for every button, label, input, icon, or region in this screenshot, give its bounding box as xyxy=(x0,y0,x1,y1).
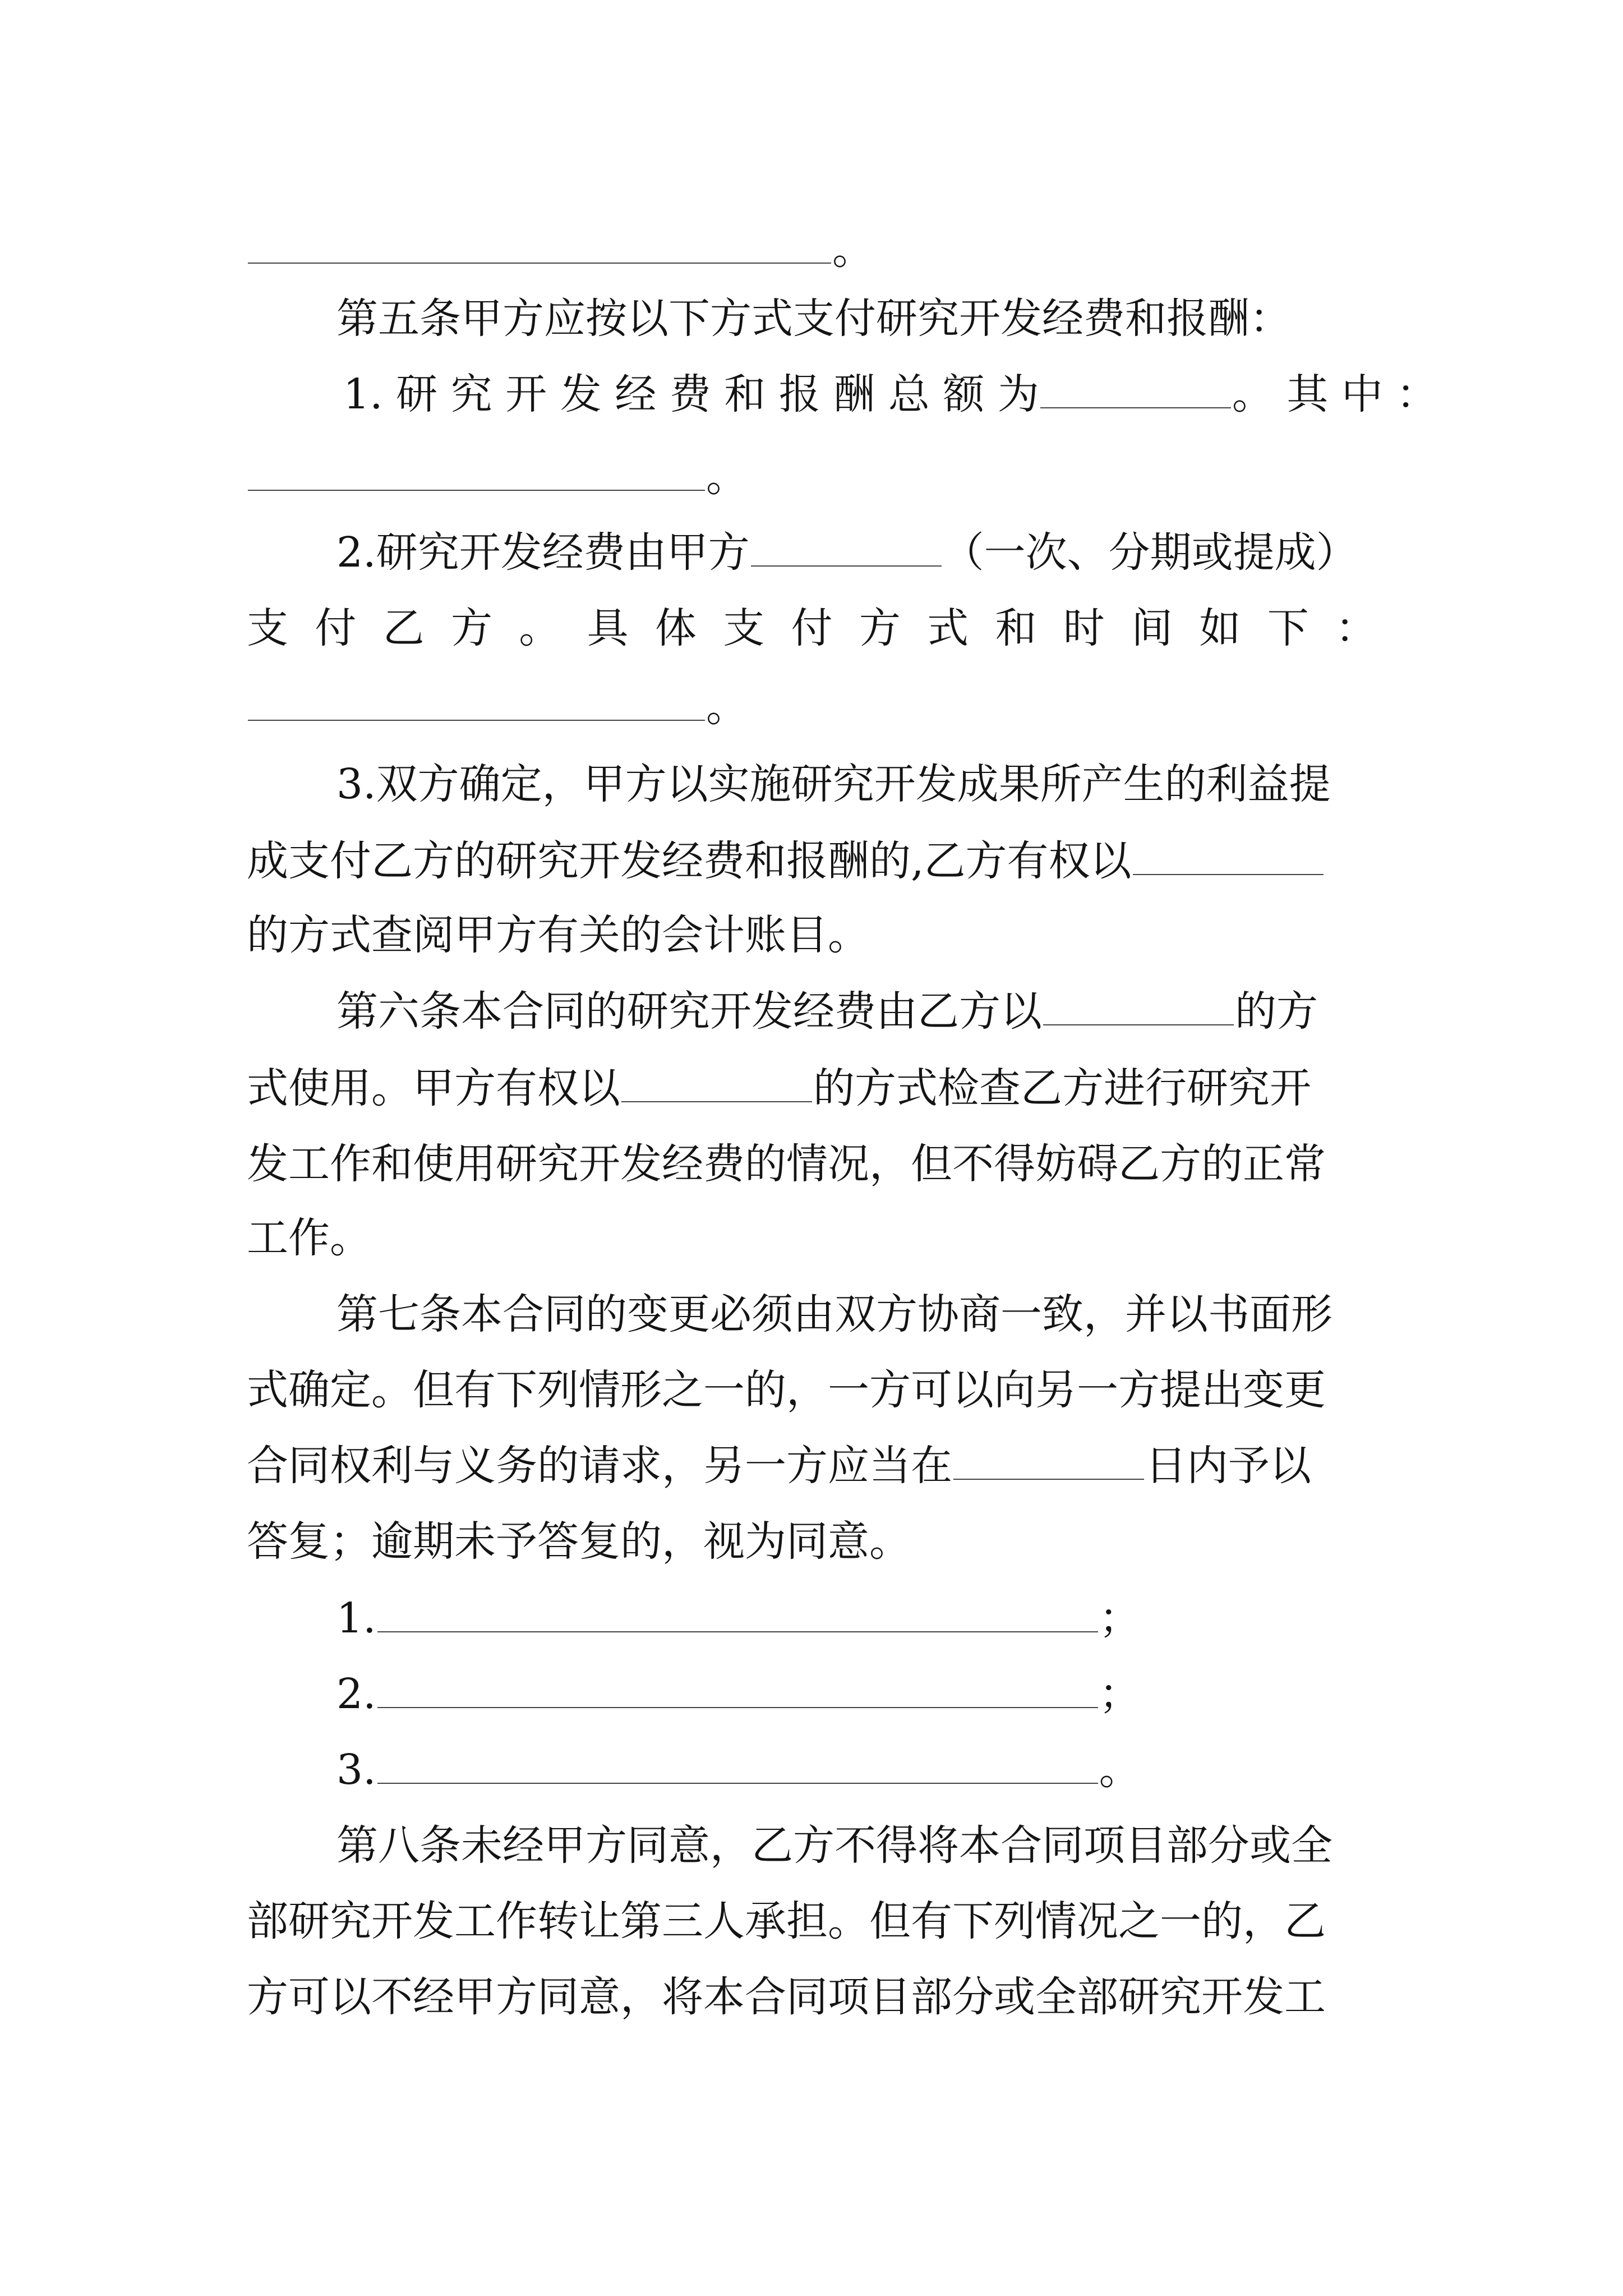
char: 如 xyxy=(1199,604,1241,652)
char: 乙 xyxy=(382,604,425,652)
blank-field[interactable] xyxy=(248,262,831,264)
char: 方 xyxy=(859,604,901,652)
item-1-tail: 。 其 中 ： xyxy=(1232,370,1438,418)
article-6-line-4: 工作。 xyxy=(247,1214,371,1262)
article-5-item-3-line-3: 的方式查阅甲方有关的会计账目。 xyxy=(247,911,869,959)
item-number: 2. xyxy=(336,1670,376,1718)
char: 下 xyxy=(1267,604,1309,652)
char: 式 xyxy=(927,604,969,652)
char: 和 xyxy=(995,604,1037,652)
total-amount-blank[interactable] xyxy=(1040,407,1231,408)
char: 支 xyxy=(723,604,765,652)
article-5-title: 第五条甲方应按以下方式支付研究开发经费和报酬： xyxy=(336,295,1291,343)
article-7-item-2 xyxy=(336,1663,1141,1725)
article-6-text: 式使用。甲方有权以 xyxy=(247,1064,620,1112)
audit-method-blank[interactable] xyxy=(1133,873,1324,875)
article-7-line-1: 第七条本合同的变更必须由双方协商一致，并以书面形 xyxy=(336,1290,1332,1338)
item-number: 3. xyxy=(336,1746,376,1794)
item-2-text: 2.研究开发经费由甲方 xyxy=(336,528,750,577)
period: 。 xyxy=(706,683,748,731)
article-5-item-1-detail xyxy=(247,446,748,508)
item-2-options: （一次、分期或提成） xyxy=(942,528,1358,577)
article-7-line-3 xyxy=(247,1435,1311,1497)
usage-method-blank[interactable] xyxy=(1043,1024,1234,1025)
item-3-text: 成支付乙方的研究开发经费和报酬的,乙方有权以 xyxy=(247,837,1132,885)
period: 。 xyxy=(1099,1746,1141,1794)
payment-method-blank[interactable] xyxy=(751,565,942,567)
reply-days-blank[interactable] xyxy=(953,1478,1144,1480)
item-number: 1. xyxy=(336,1594,376,1642)
article-8-line-1: 第八条未经甲方同意，乙方不得将本合同项目部分或全 xyxy=(336,1821,1332,1870)
char: 时 xyxy=(1063,604,1105,652)
period: 。 xyxy=(706,453,748,501)
article-7-line-4: 答复；逾期未予答复的，视为同意。 xyxy=(247,1517,911,1566)
payment-schedule-blank[interactable] xyxy=(248,719,705,721)
article-6-line-3: 发工作和使用研究开发经费的情况，但不得妨碍乙方的正常 xyxy=(247,1140,1326,1188)
article-6-line-2 xyxy=(247,1057,1311,1119)
semicolon: ； xyxy=(1099,1594,1141,1642)
char: 。 xyxy=(519,604,561,652)
char: 具 xyxy=(587,604,629,652)
item-1-text: 1. 研 究 开 发 经 费 和 报 酬 总 额 为 xyxy=(343,370,1039,418)
article-8-line-2: 部研究开发工作转让第三人承担。但有下列情况之一的，乙 xyxy=(247,1897,1326,1945)
char: 间 xyxy=(1131,604,1173,652)
article-6-line-1 xyxy=(336,981,1318,1042)
article-5-item-2-detail xyxy=(247,676,748,738)
article-5-item-2-line-2 xyxy=(247,597,1377,659)
article-7-item-3 xyxy=(336,1739,1141,1801)
semicolon: ； xyxy=(1099,1670,1141,1718)
article-7-item-1 xyxy=(336,1588,1141,1649)
char: 付 xyxy=(315,604,357,652)
char: 付 xyxy=(791,604,833,652)
condition-1-blank[interactable] xyxy=(377,1631,1098,1632)
article-6-tail: 的方 xyxy=(1235,987,1318,1036)
continuation-line xyxy=(247,219,874,280)
article-7-tail: 日内予以 xyxy=(1145,1442,1311,1490)
article-7-text: 合同权利与义务的请求，另一方应当在 xyxy=(247,1442,952,1490)
article-5-item-3-line-1: 3.双方确定，甲方以实施研究开发成果所产生的利益提 xyxy=(336,760,1331,808)
condition-3-blank[interactable] xyxy=(377,1782,1098,1784)
period: 。 xyxy=(832,226,874,274)
breakdown-blank[interactable] xyxy=(248,489,705,491)
inspection-method-blank[interactable] xyxy=(621,1101,812,1102)
condition-2-blank[interactable] xyxy=(377,1706,1098,1708)
article-5-item-1 xyxy=(343,364,1437,425)
article-7-line-2: 式确定。但有下列情形之一的，一方可以向另一方提出变更 xyxy=(247,1366,1326,1414)
article-6-tail: 的方式检查乙方进行研究开 xyxy=(813,1064,1311,1112)
article-5-item-2 xyxy=(336,522,1358,583)
article-6-text: 第六条本合同的研究开发经费由乙方以 xyxy=(336,987,1042,1036)
char: 体 xyxy=(654,604,697,652)
char: 方 xyxy=(450,604,492,652)
char: 支 xyxy=(247,604,288,652)
article-8-line-3: 方可以不经甲方同意，将本合同项目部分或全部研究开发工 xyxy=(247,1973,1326,2021)
char: ： xyxy=(1335,604,1377,652)
article-5-item-3-line-2 xyxy=(247,830,1325,892)
